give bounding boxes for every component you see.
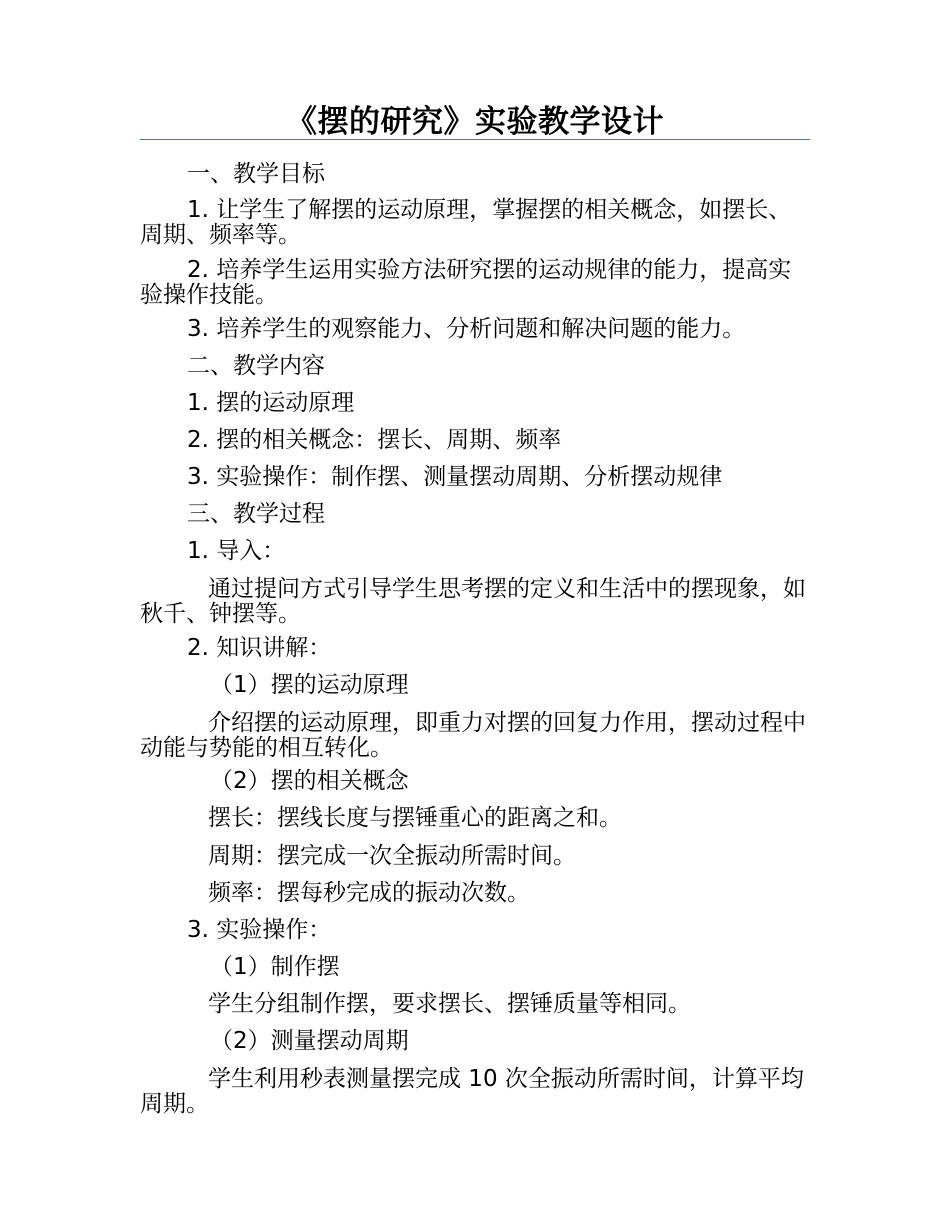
document-title: 《摆的研究》实验教学设计 [286, 104, 664, 140]
process-intro-heading: 1. 导入： [187, 538, 286, 564]
goal-item-2: 2. 培养学生运用实验方法研究摆的运动规律的能力，提高实验操作技能。 [140, 257, 792, 308]
definition-period: 周期：摆完成一次全振动所需时间。 [208, 843, 576, 869]
content-item-1: 1. 摆的运动原理 [187, 390, 355, 416]
content-item-3: 3. 实验操作：制作摆、测量摆动周期、分析摆动规律 [187, 464, 723, 490]
definition-frequency: 频率：摆每秒完成的振动次数。 [208, 880, 530, 906]
title-underline [140, 139, 810, 140]
lecture-sub1-heading: （1）摆的运动原理 [210, 672, 409, 698]
process-intro-text: 通过提问方式引导学生思考摆的定义和生活中的摆现象，如秋千、钟摆等。 [140, 576, 806, 627]
lecture-sub1-text: 介绍摆的运动原理，即重力对摆的回复力作用，摆动过程中动能与势能的相互转化。 [140, 710, 806, 761]
lecture-sub2-heading: （2）摆的相关概念 [210, 768, 409, 794]
content-item-2: 2. 摆的相关概念：摆长、周期、频率 [187, 427, 562, 453]
experiment-sub2-heading: （2）测量摆动周期 [210, 1028, 409, 1054]
experiment-sub1-heading: （1）制作摆 [210, 954, 340, 980]
section-heading-goals: 一、教学目标 [187, 161, 325, 187]
section-heading-content: 二、教学内容 [187, 353, 325, 379]
process-lecture-heading: 2. 知识讲解： [187, 635, 332, 661]
section-heading-process: 三、教学过程 [187, 501, 325, 527]
process-experiment-heading: 3. 实验操作： [187, 917, 332, 943]
experiment-sub2-text: 学生利用秒表测量摆完成 10 次全振动所需时间，计算平均周期。 [140, 1066, 804, 1117]
definition-pendulum-length: 摆长：摆线长度与摆锤重心的距离之和。 [208, 805, 622, 831]
goal-item-3: 3. 培养学生的观察能力、分析问题和解决问题的能力。 [187, 316, 746, 342]
goal-item-1: 1. 让学生了解摆的运动原理，掌握摆的相关概念，如摆长、周期、频率等。 [140, 197, 792, 248]
experiment-sub1-text: 学生分组制作摆，要求摆长、摆锤质量等相同。 [208, 991, 691, 1017]
